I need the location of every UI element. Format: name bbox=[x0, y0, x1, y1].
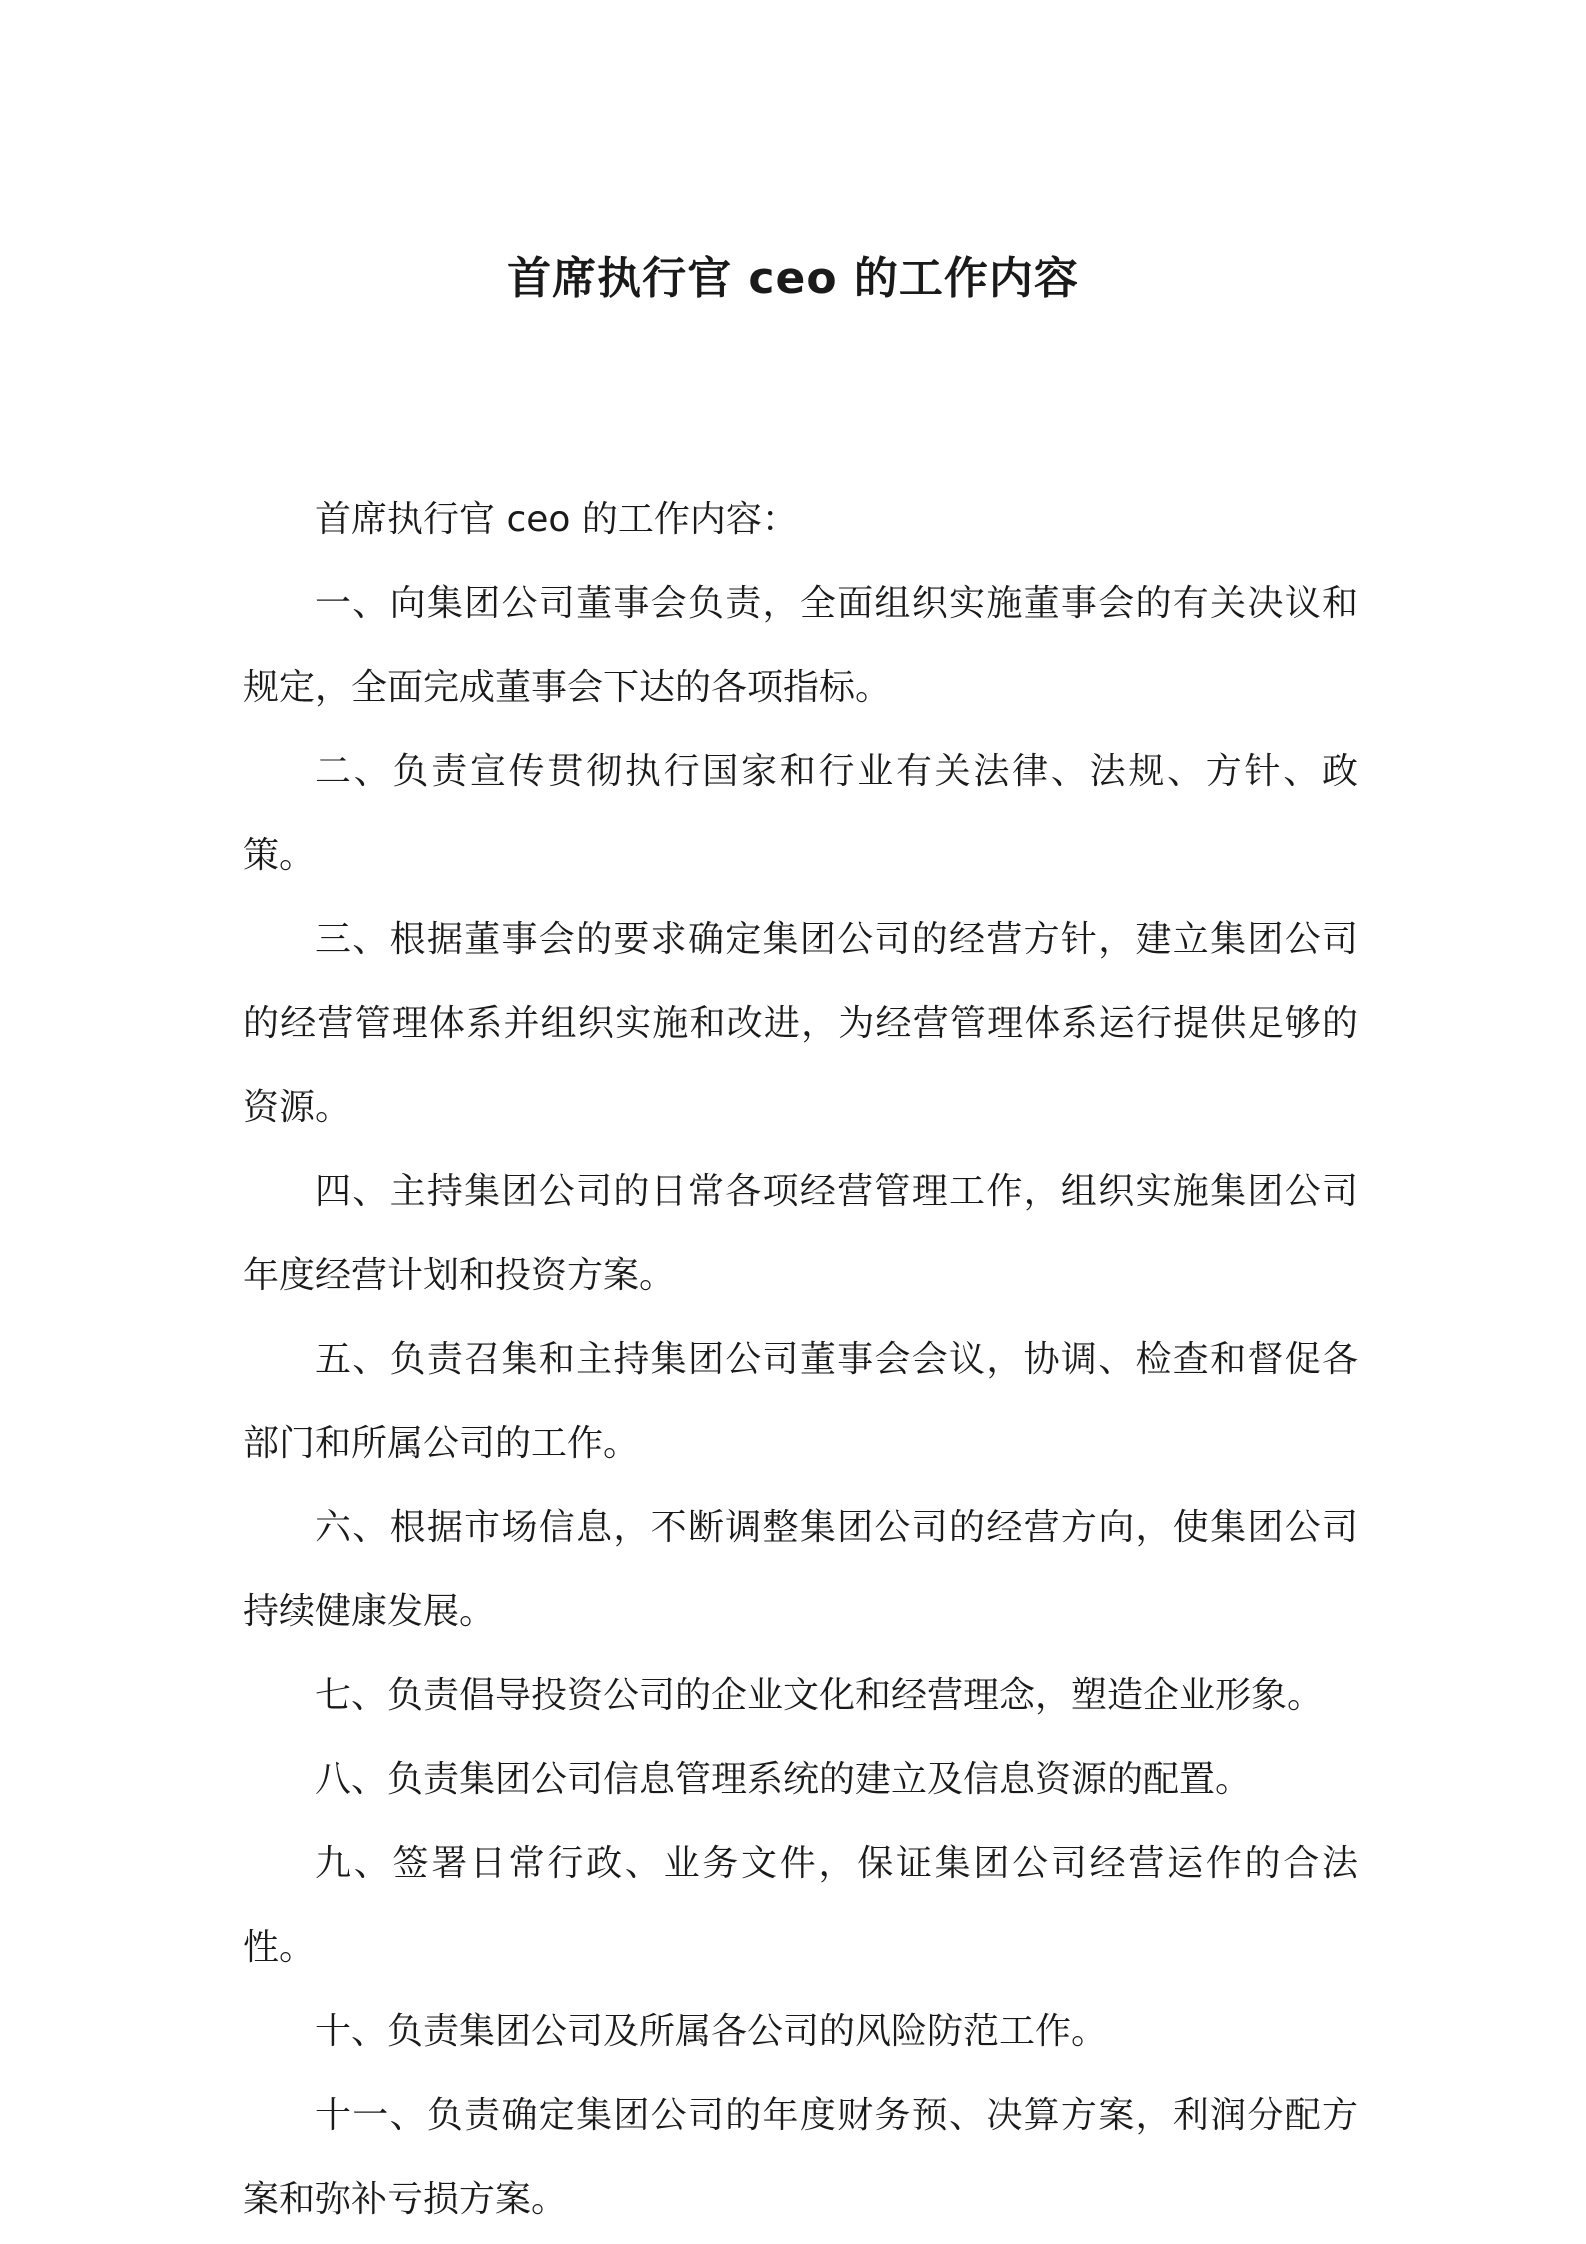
paragraph-item-1: 一、向集团公司董事会负责，全面组织实施董事会的有关决议和规定，全面完成董事会下达的各项指标。 bbox=[243, 583, 1358, 708]
paragraph-item-9: 九、签署日常行政、业务文件，保证集团公司经营运作的合法性。 bbox=[243, 1843, 1358, 1968]
paragraph-item-10: 十、负责集团公司及所属各公司的风险防范工作。 bbox=[315, 2011, 1108, 2052]
paragraph-item-4: 四、主持集团公司的日常各项经营管理工作，组织实施集团公司年度经营计划和投资方案。 bbox=[243, 1171, 1358, 1296]
paragraph-item-2: 二、负责宣传贯彻执行国家和行业有关法律、法规、方针、政策。 bbox=[243, 751, 1358, 876]
document-title: 首席执行官 ceo 的工作内容 bbox=[507, 253, 1079, 305]
paragraph-item-7: 七、负责倡导投资公司的企业文化和经营理念，塑造企业形象。 bbox=[315, 1675, 1324, 1716]
paragraph-item-6: 六、根据市场信息，不断调整集团公司的经营方向，使集团公司持续健康发展。 bbox=[243, 1507, 1358, 1632]
document-body bbox=[243, 478, 1358, 2242]
paragraph-item-8: 八、负责集团公司信息管理系统的建立及信息资源的配置。 bbox=[315, 1759, 1252, 1800]
paragraph-item-3: 三、根据董事会的要求确定集团公司的经营方针，建立集团公司的经营管理体系并组织实施和改进，为经营管理体系运行提供足够的资源。 bbox=[243, 919, 1358, 1128]
paragraph-intro: 首席执行官 ceo 的工作内容： bbox=[315, 499, 798, 540]
paragraph-item-11: 十一、负责确定集团公司的年度财务预、决算方案，利润分配方案和弥补亏损方案。 bbox=[243, 2095, 1358, 2220]
paragraph-item-5: 五、负责召集和主持集团公司董事会会议，协调、检查和督促各部门和所属公司的工作。 bbox=[243, 1339, 1358, 1464]
